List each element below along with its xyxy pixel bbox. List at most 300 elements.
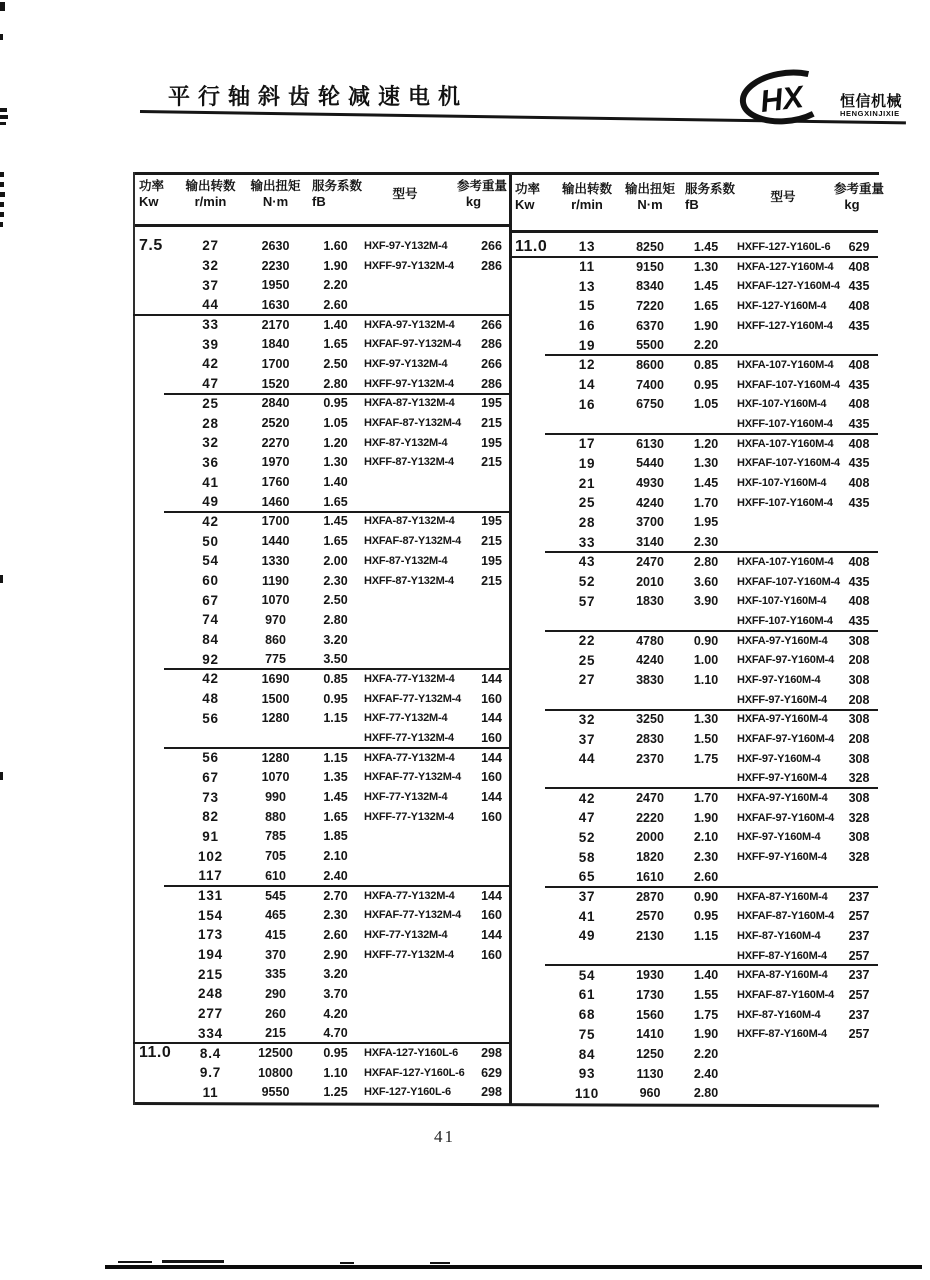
cell-weight: 160 bbox=[481, 770, 502, 785]
cell-weight: 435 bbox=[848, 279, 870, 294]
cell-weight: 408 bbox=[848, 397, 870, 412]
table-row bbox=[509, 611, 877, 631]
cell-fb: 3.20 bbox=[323, 967, 348, 982]
cell-model: HXFA-87-Y160M-4 bbox=[737, 969, 828, 982]
cell-rpm: 27 bbox=[578, 672, 596, 688]
cell-torque: 1830 bbox=[636, 594, 664, 609]
cell-fb: 2.40 bbox=[693, 1066, 719, 1081]
cell-model: HXFAF-127-Y160L-6 bbox=[364, 1066, 465, 1079]
cell-fb: 0.95 bbox=[323, 1046, 348, 1061]
table-row bbox=[509, 690, 877, 710]
cell-model: HXFAF-97-Y160M-4 bbox=[737, 733, 835, 746]
table-row bbox=[133, 1083, 508, 1103]
cell-torque: 2870 bbox=[636, 889, 664, 904]
table-row bbox=[509, 434, 877, 454]
header-power: 功率 Kw bbox=[139, 179, 165, 209]
cell-weight: 195 bbox=[481, 435, 502, 450]
cell-fb: 2.30 bbox=[693, 850, 719, 865]
cell-weight: 408 bbox=[848, 259, 870, 274]
cell-power: 11.0 bbox=[515, 237, 548, 255]
cell-weight: 266 bbox=[481, 356, 502, 371]
cell-model: HXF-107-Y160M-4 bbox=[737, 477, 827, 490]
cell-model: HXFAF-87-Y132M-4 bbox=[364, 417, 462, 430]
cell-model: HXFF-97-Y160M-4 bbox=[737, 693, 827, 706]
table-row bbox=[133, 728, 508, 748]
cell-rpm: 61 bbox=[578, 987, 596, 1003]
header-service-factor: 服务系数 fB bbox=[685, 182, 736, 212]
cell-fb: 2.30 bbox=[323, 908, 348, 923]
cell-rpm: 12 bbox=[578, 357, 596, 373]
cell-weight: 435 bbox=[848, 318, 870, 333]
cell-rpm: 11 bbox=[202, 1084, 219, 1100]
cell-rpm: 37 bbox=[578, 731, 596, 747]
table-row bbox=[509, 276, 877, 296]
cell-torque: 2520 bbox=[261, 416, 290, 431]
cell-torque: 290 bbox=[265, 986, 286, 1001]
cell-rpm: 28 bbox=[202, 415, 219, 431]
cell-rpm: 37 bbox=[202, 277, 219, 293]
table-row bbox=[509, 828, 877, 848]
cell-torque: 610 bbox=[265, 868, 286, 883]
cell-torque: 545 bbox=[265, 888, 286, 903]
cell-fb: 4.20 bbox=[323, 1006, 348, 1021]
cell-model: HXF-127-Y160L-6 bbox=[364, 1086, 451, 1099]
cell-fb: 1.65 bbox=[323, 809, 348, 824]
cell-fb: 1.90 bbox=[323, 258, 348, 273]
cell-rpm: 21 bbox=[578, 475, 596, 491]
table-row bbox=[133, 590, 508, 610]
cell-model: HXF-77-Y132M-4 bbox=[364, 712, 448, 725]
table-row bbox=[509, 769, 877, 789]
cell-weight: 160 bbox=[481, 908, 502, 923]
cell-rpm: 131 bbox=[198, 888, 223, 904]
cell-model: HXF-87-Y160M-4 bbox=[737, 1008, 821, 1021]
cell-fb: 1.40 bbox=[323, 475, 348, 490]
company-name-en: HENGXINJIXIE bbox=[840, 109, 900, 118]
spec-table-right bbox=[509, 237, 877, 1103]
header-speed: 输出转数 r/min bbox=[185, 179, 236, 209]
cell-weight: 408 bbox=[848, 298, 870, 313]
table-row bbox=[133, 905, 508, 925]
cell-torque: 2010 bbox=[636, 574, 664, 589]
cell-torque: 12500 bbox=[258, 1046, 293, 1061]
cell-fb: 1.45 bbox=[323, 790, 348, 805]
cell-torque: 2470 bbox=[636, 554, 664, 569]
cell-fb: 1.45 bbox=[693, 239, 719, 254]
cell-rpm: 56 bbox=[202, 750, 219, 766]
cell-rpm: 334 bbox=[198, 1025, 223, 1041]
table-row bbox=[509, 335, 877, 355]
cell-model: HXFF-97-Y132M-4 bbox=[364, 377, 454, 390]
table-row bbox=[509, 532, 877, 552]
cell-fb: 1.75 bbox=[693, 1007, 719, 1022]
cell-torque: 1820 bbox=[636, 850, 664, 865]
cell-torque: 1410 bbox=[636, 1027, 664, 1042]
cell-torque: 1930 bbox=[636, 968, 664, 983]
header-torque: 输出扭矩 N·m bbox=[250, 179, 301, 209]
scan-artifact bbox=[0, 115, 8, 119]
cell-weight: 144 bbox=[481, 711, 502, 726]
cell-model: HXFAF-97-Y132M-4 bbox=[364, 338, 462, 351]
row-group bbox=[133, 886, 508, 1044]
table-row bbox=[509, 749, 877, 769]
cell-fb: 1.40 bbox=[693, 968, 719, 983]
cell-weight: 237 bbox=[848, 968, 870, 983]
cell-torque: 1840 bbox=[261, 337, 290, 352]
table-row bbox=[509, 788, 877, 808]
cell-torque: 1070 bbox=[261, 593, 290, 608]
table-row bbox=[133, 610, 508, 630]
table-row bbox=[509, 926, 877, 946]
cell-weight: 144 bbox=[481, 888, 502, 903]
cell-rpm: 47 bbox=[202, 376, 219, 392]
row-group bbox=[133, 669, 508, 748]
cell-weight: 257 bbox=[848, 948, 870, 963]
table-row bbox=[509, 1044, 877, 1064]
cell-torque: 2840 bbox=[261, 396, 290, 411]
cell-weight: 195 bbox=[481, 553, 502, 568]
table-row bbox=[509, 906, 877, 926]
cell-fb: 1.10 bbox=[323, 1065, 348, 1080]
cell-fb: 1.05 bbox=[693, 397, 719, 412]
table-row bbox=[133, 1024, 508, 1044]
cell-weight: 298 bbox=[481, 1046, 502, 1061]
table-row bbox=[133, 394, 508, 414]
row-group bbox=[509, 631, 877, 710]
cell-torque: 260 bbox=[265, 1006, 286, 1021]
cell-rpm: 33 bbox=[202, 317, 219, 333]
cell-fb: 1.20 bbox=[693, 436, 719, 451]
row-group bbox=[133, 512, 508, 670]
cell-torque: 465 bbox=[265, 908, 286, 923]
cell-fb: 2.80 bbox=[693, 554, 719, 569]
cell-fb: 1.00 bbox=[693, 653, 719, 668]
cell-torque: 775 bbox=[265, 652, 286, 667]
cell-torque: 1460 bbox=[261, 494, 290, 509]
table-row bbox=[133, 846, 508, 866]
scan-artifact bbox=[162, 1260, 224, 1263]
header-speed: 输出转数 r/min bbox=[561, 182, 612, 212]
cell-weight: 144 bbox=[481, 790, 502, 805]
cell-rpm: 16 bbox=[578, 318, 596, 334]
cell-fb: 1.45 bbox=[323, 514, 348, 529]
cell-fb: 3.90 bbox=[693, 594, 719, 609]
table-row bbox=[133, 295, 508, 315]
cell-fb: 2.00 bbox=[323, 553, 348, 568]
cell-torque: 2220 bbox=[636, 810, 664, 825]
cell-weight: 435 bbox=[848, 613, 870, 628]
cell-torque: 415 bbox=[265, 927, 286, 942]
cell-rpm: 28 bbox=[578, 514, 596, 530]
cell-model: HXFA-97-Y160M-4 bbox=[737, 792, 828, 805]
cell-fb: 0.95 bbox=[693, 909, 719, 924]
cell-weight: 237 bbox=[848, 1007, 870, 1022]
cell-torque: 5500 bbox=[636, 338, 664, 353]
cell-rpm: 74 bbox=[202, 612, 219, 628]
table-row bbox=[133, 374, 508, 394]
row-group bbox=[509, 434, 877, 552]
cell-rpm: 65 bbox=[578, 869, 596, 885]
cell-rpm: 32 bbox=[578, 711, 596, 727]
company-name-cn: 恒信机械 bbox=[840, 93, 903, 110]
cell-weight: 629 bbox=[848, 239, 870, 254]
table-row bbox=[509, 1005, 877, 1025]
cell-torque: 3830 bbox=[636, 672, 664, 687]
table-row bbox=[509, 316, 877, 336]
cell-torque: 335 bbox=[265, 967, 286, 982]
cell-rpm: 173 bbox=[198, 927, 223, 943]
cell-torque: 970 bbox=[265, 612, 286, 627]
cell-fb: 1.75 bbox=[693, 751, 719, 766]
cell-model: HXFF-97-Y160M-4 bbox=[737, 772, 827, 785]
cell-rpm: 84 bbox=[578, 1046, 596, 1062]
table-border-top bbox=[133, 172, 879, 175]
cell-rpm: 67 bbox=[202, 592, 219, 608]
cell-model: HXFF-127-Y160L-6 bbox=[737, 240, 831, 253]
cell-model: HXFF-107-Y160M-4 bbox=[737, 614, 833, 627]
table-row bbox=[133, 315, 508, 335]
cell-fb: 1.85 bbox=[323, 829, 348, 844]
cell-fb: 1.20 bbox=[323, 435, 348, 450]
cell-weight: 408 bbox=[848, 476, 870, 491]
cell-model: HXF-87-Y160M-4 bbox=[737, 929, 821, 942]
cell-torque: 370 bbox=[265, 947, 286, 962]
scan-artifact bbox=[0, 2, 5, 11]
cell-fb: 2.80 bbox=[323, 612, 348, 627]
table-row bbox=[509, 552, 877, 572]
cell-weight: 408 bbox=[848, 357, 870, 372]
cell-torque: 8340 bbox=[636, 279, 664, 294]
cell-model: HXFA-87-Y132M-4 bbox=[364, 397, 455, 410]
cell-weight: 435 bbox=[848, 456, 870, 471]
cell-torque: 960 bbox=[639, 1086, 661, 1101]
cell-weight: 215 bbox=[481, 416, 502, 431]
cell-weight: 629 bbox=[481, 1065, 502, 1080]
scan-artifact bbox=[0, 182, 4, 187]
cell-fb: 2.50 bbox=[323, 356, 348, 371]
cell-torque: 8250 bbox=[636, 239, 664, 254]
cell-rpm: 92 bbox=[202, 651, 219, 667]
cell-rpm: 42 bbox=[202, 671, 219, 687]
cell-rpm: 43 bbox=[578, 554, 596, 570]
cell-weight: 144 bbox=[481, 927, 502, 942]
cell-torque: 1520 bbox=[261, 376, 290, 391]
cell-weight: 286 bbox=[481, 258, 502, 273]
cell-model: HXFAF-87-Y160M-4 bbox=[737, 988, 835, 1001]
cell-torque: 1690 bbox=[261, 671, 290, 686]
table-row bbox=[133, 413, 508, 433]
cell-rpm: 194 bbox=[198, 947, 223, 963]
cell-fb: 1.30 bbox=[693, 712, 719, 727]
table-row bbox=[133, 334, 508, 354]
cell-model: HXFF-77-Y132M-4 bbox=[364, 732, 454, 745]
row-group bbox=[509, 257, 877, 355]
cell-model: HXFAF-87-Y132M-4 bbox=[364, 535, 462, 548]
cell-model: HXFAF-97-Y160M-4 bbox=[737, 654, 835, 667]
cell-model: HXFAF-77-Y132M-4 bbox=[364, 692, 462, 705]
cell-rpm: 36 bbox=[202, 454, 219, 470]
cell-torque: 1730 bbox=[636, 987, 664, 1002]
cell-model: HXF-87-Y132M-4 bbox=[364, 554, 448, 567]
row-group bbox=[133, 394, 508, 512]
cell-rpm: 15 bbox=[578, 298, 596, 314]
cell-rpm: 93 bbox=[578, 1066, 596, 1082]
cell-weight: 308 bbox=[848, 712, 870, 727]
cell-rpm: 27 bbox=[202, 238, 219, 254]
cell-rpm: 49 bbox=[202, 494, 219, 510]
cell-torque: 6750 bbox=[636, 397, 664, 412]
table-row bbox=[133, 1004, 508, 1024]
table-row bbox=[133, 866, 508, 886]
cell-torque: 2570 bbox=[636, 909, 664, 924]
cell-model: HXFAF-107-Y160M-4 bbox=[737, 378, 840, 391]
cell-rpm: 8.4 bbox=[199, 1045, 222, 1061]
scan-artifact bbox=[0, 575, 3, 583]
cell-rpm: 25 bbox=[578, 495, 596, 511]
cell-rpm: 54 bbox=[578, 967, 596, 983]
cell-weight: 286 bbox=[481, 376, 502, 391]
cell-fb: 0.95 bbox=[693, 377, 719, 392]
cell-torque: 7220 bbox=[636, 298, 664, 313]
table-row bbox=[133, 551, 508, 571]
cell-model: HXFA-77-Y132M-4 bbox=[364, 751, 455, 764]
table-row bbox=[509, 1064, 877, 1084]
cell-fb: 2.40 bbox=[323, 868, 348, 883]
table-row bbox=[509, 847, 877, 867]
cell-model: HXF-97-Y160M-4 bbox=[737, 752, 821, 765]
cell-rpm: 277 bbox=[198, 1006, 223, 1022]
cell-rpm: 91 bbox=[202, 828, 219, 844]
cell-model: HXFF-127-Y160M-4 bbox=[737, 319, 833, 332]
table-row bbox=[509, 414, 877, 434]
cell-fb: 2.20 bbox=[693, 1047, 719, 1062]
cell-fb: 2.20 bbox=[693, 338, 719, 353]
cell-model: HXF-97-Y160M-4 bbox=[737, 831, 821, 844]
cell-fb: 1.90 bbox=[693, 1027, 719, 1042]
cell-model: HXFF-87-Y160M-4 bbox=[737, 1028, 827, 1041]
table-row bbox=[509, 867, 877, 887]
header-power: 功率 Kw bbox=[515, 182, 541, 212]
table-row bbox=[133, 669, 508, 689]
cell-torque: 1070 bbox=[261, 770, 290, 785]
cell-fb: 2.20 bbox=[323, 278, 348, 293]
cell-fb: 3.50 bbox=[323, 652, 348, 667]
cell-weight: 160 bbox=[481, 691, 502, 706]
table-row bbox=[509, 887, 877, 907]
table-row bbox=[133, 964, 508, 984]
cell-rpm: 19 bbox=[578, 337, 596, 353]
cell-model: HXFAF-87-Y160M-4 bbox=[737, 910, 835, 923]
table-row bbox=[509, 670, 877, 690]
table-row bbox=[509, 710, 877, 730]
table-row bbox=[133, 768, 508, 788]
scan-artifact bbox=[118, 1261, 152, 1263]
cell-fb: 2.60 bbox=[323, 927, 348, 942]
cell-fb: 1.60 bbox=[323, 238, 348, 253]
table-row bbox=[133, 236, 508, 256]
cell-model: HXFAF-77-Y132M-4 bbox=[364, 771, 462, 784]
table-row bbox=[133, 649, 508, 669]
cell-torque: 1190 bbox=[261, 573, 290, 588]
scan-artifact bbox=[0, 122, 6, 125]
cell-model: HXFA-87-Y132M-4 bbox=[364, 515, 455, 528]
table-row bbox=[133, 354, 508, 374]
row-group bbox=[509, 355, 877, 434]
cell-weight: 160 bbox=[481, 731, 502, 746]
table-row bbox=[133, 689, 508, 709]
cell-fb: 2.80 bbox=[323, 376, 348, 391]
cell-torque: 4780 bbox=[636, 633, 664, 648]
cell-model: HXF-107-Y160M-4 bbox=[737, 595, 827, 608]
cell-rpm: 75 bbox=[578, 1026, 596, 1042]
cell-torque: 2230 bbox=[261, 258, 290, 273]
page-title: 平行轴斜齿轮减速电机 bbox=[168, 84, 469, 109]
cell-torque: 2370 bbox=[636, 751, 664, 766]
cell-weight: 308 bbox=[848, 751, 870, 766]
cell-model: HXFF-87-Y132M-4 bbox=[364, 574, 454, 587]
header-torque: 输出扭矩 N·m bbox=[624, 182, 675, 212]
cell-fb: 0.90 bbox=[693, 633, 719, 648]
cell-torque: 1500 bbox=[261, 691, 290, 706]
cell-torque: 3700 bbox=[636, 515, 664, 530]
cell-rpm: 49 bbox=[578, 928, 596, 944]
cell-model: HXFA-127-Y160M-4 bbox=[737, 260, 834, 273]
table-row bbox=[509, 513, 877, 533]
cell-rpm: 44 bbox=[202, 297, 219, 313]
cell-fb: 3.60 bbox=[693, 574, 719, 589]
cell-weight: 408 bbox=[848, 436, 870, 451]
cell-torque: 7400 bbox=[636, 377, 664, 392]
cell-weight: 144 bbox=[481, 750, 502, 765]
cell-fb: 0.85 bbox=[323, 671, 348, 686]
spec-table-left bbox=[133, 236, 508, 1102]
cell-rpm: 56 bbox=[202, 710, 219, 726]
cell-weight: 237 bbox=[848, 928, 870, 943]
cell-torque: 785 bbox=[265, 829, 286, 844]
cell-torque: 6370 bbox=[636, 318, 664, 333]
table-row bbox=[133, 787, 508, 807]
table-header-right bbox=[509, 182, 885, 212]
cell-rpm: 102 bbox=[198, 848, 223, 864]
cell-rpm: 52 bbox=[578, 829, 596, 845]
cell-weight: 257 bbox=[848, 987, 870, 1002]
cell-fb: 1.15 bbox=[323, 750, 348, 765]
cell-fb: 1.65 bbox=[323, 494, 348, 509]
cell-rpm: 33 bbox=[578, 534, 596, 550]
header-service-factor: 服务系数 fB bbox=[312, 179, 363, 209]
cell-rpm: 52 bbox=[578, 574, 596, 590]
cell-rpm: 117 bbox=[198, 868, 223, 884]
cell-torque: 1560 bbox=[636, 1007, 664, 1022]
cell-rpm: 84 bbox=[202, 632, 219, 648]
cell-rpm: 50 bbox=[202, 533, 219, 549]
row-group bbox=[133, 748, 508, 886]
cell-rpm: 248 bbox=[198, 986, 223, 1002]
cell-model: HXFAF-77-Y132M-4 bbox=[364, 909, 462, 922]
cell-torque: 3140 bbox=[636, 535, 664, 550]
cell-torque: 1250 bbox=[636, 1047, 664, 1062]
cell-model: HXFF-107-Y160M-4 bbox=[737, 496, 833, 509]
row-group bbox=[509, 788, 877, 886]
cell-fb: 1.90 bbox=[693, 318, 719, 333]
table-row bbox=[509, 985, 877, 1005]
cell-model: HXFA-127-Y160L-6 bbox=[364, 1047, 459, 1060]
cell-model: HXF-77-Y132M-4 bbox=[364, 928, 448, 941]
cell-fb: 1.25 bbox=[323, 1085, 348, 1100]
cell-model: HXFF-97-Y160M-4 bbox=[737, 851, 827, 864]
table-row bbox=[133, 492, 508, 512]
table-row bbox=[509, 493, 877, 513]
